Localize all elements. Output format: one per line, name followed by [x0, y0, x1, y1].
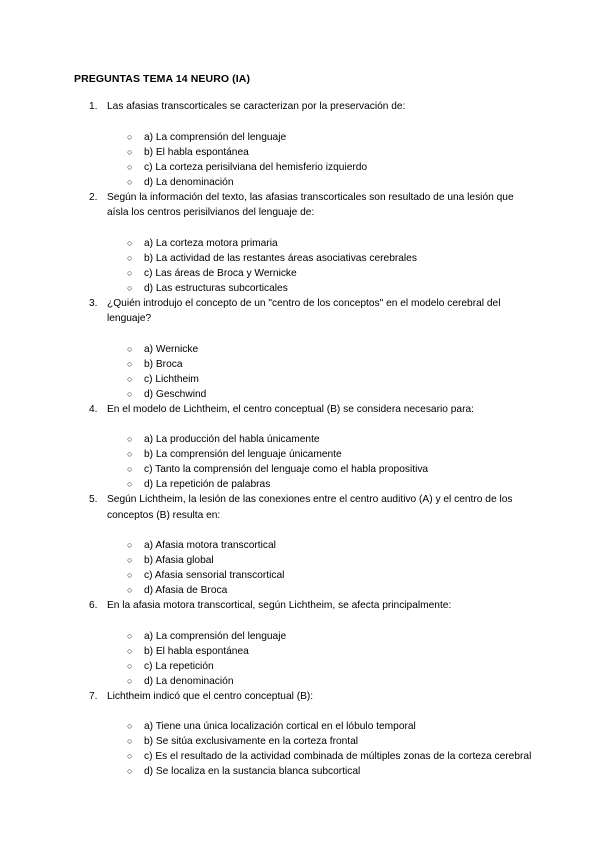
answer-option-text: a) La comprensión del lenguaje — [144, 630, 287, 642]
hollow-circle-bullet-icon: ○ — [127, 237, 133, 248]
hollow-circle-bullet-icon: ○ — [127, 161, 133, 172]
answer-option — [107, 764, 534, 779]
question-text: Según Lichtheim, la lesión de las conexiones entre el centro auditivo (A) y el centro de los conceptos (B) resulta en: — [107, 494, 513, 521]
hollow-circle-bullet-icon: ○ — [127, 131, 133, 142]
hollow-circle-bullet-icon: ○ — [127, 540, 133, 550]
answer-option — [107, 644, 534, 659]
answer-option-text: b) Broca — [144, 358, 183, 370]
hollow-circle-bullet-icon: ○ — [127, 449, 133, 459]
answer-options — [107, 432, 534, 492]
answer-option — [107, 659, 534, 674]
answer-option-text: b) Se sitúa exclusivamente en la corteza frontal — [144, 736, 359, 747]
answer-option-text: a) Tiene una única localización cortical en el lóbulo temporal — [144, 721, 416, 732]
question-text: En el modelo de Lichtheim, el centro conceptual (B) se considera necesario para: — [107, 403, 474, 415]
answer-options — [107, 130, 534, 190]
answer-option-text: c) La corteza perisilviana del hemisferio izquierdo — [144, 161, 368, 173]
answer-options — [107, 538, 534, 598]
answer-option-text: a) La corteza motora primaria — [144, 237, 278, 249]
question-number: 1. — [89, 101, 98, 112]
question-item — [74, 99, 534, 190]
answer-option — [107, 583, 534, 598]
answer-option — [107, 462, 534, 477]
hollow-circle-bullet-icon: ○ — [127, 146, 133, 157]
answer-option-text: c) Tanto la comprensión del lenguaje como el habla propositiva — [144, 464, 429, 475]
question-text: Lichtheim indicó que el centro conceptual (B): — [107, 690, 314, 702]
question-number: 3. — [89, 297, 98, 309]
answer-option-text: c) Es el resultado de la actividad combinada de múltiples zonas de la corteza cerebral — [144, 751, 532, 762]
answer-option — [107, 372, 534, 387]
answer-option — [107, 568, 534, 583]
answer-option-text: a) La comprensión del lenguaje — [144, 131, 287, 143]
answer-option-text: d) Afasia de Broca — [144, 585, 228, 596]
hollow-circle-bullet-icon: ○ — [127, 282, 133, 293]
answer-option-text: a) Wernicke — [144, 343, 199, 355]
answer-option — [107, 342, 534, 357]
question-number: 5. — [89, 494, 98, 505]
hollow-circle-bullet-icon: ○ — [127, 343, 133, 354]
answer-options — [107, 342, 534, 402]
question-item — [74, 689, 534, 780]
answer-option-text: b) Afasia global — [144, 555, 214, 566]
question-item — [74, 402, 534, 493]
answer-option — [107, 387, 534, 402]
answer-option — [107, 749, 534, 764]
question-item — [74, 598, 534, 689]
question-number: 6. — [89, 600, 98, 611]
answer-option — [107, 734, 534, 749]
answer-option — [107, 175, 534, 190]
answer-option — [107, 160, 534, 175]
hollow-circle-bullet-icon: ○ — [127, 766, 133, 776]
hollow-circle-bullet-icon: ○ — [127, 645, 133, 656]
question-item — [74, 296, 534, 402]
question-item — [74, 492, 534, 598]
question-item — [74, 190, 534, 296]
hollow-circle-bullet-icon: ○ — [127, 176, 133, 187]
answer-option-text: b) El habla espontánea — [144, 146, 249, 158]
answer-option — [107, 447, 534, 462]
answer-option-text: c) Lichtheim — [144, 373, 199, 385]
answer-option-text: b) La actividad de las restantes áreas asociativas cerebrales — [144, 252, 417, 264]
answer-option-text: c) Las áreas de Broca y Wernicke — [144, 267, 297, 279]
answer-option — [107, 145, 534, 160]
answer-options — [107, 719, 534, 779]
hollow-circle-bullet-icon: ○ — [127, 358, 133, 369]
answer-option-text: b) El habla espontánea — [144, 645, 249, 657]
answer-option-text: d) Geschwind — [144, 388, 207, 400]
answer-option — [107, 266, 534, 281]
hollow-circle-bullet-icon: ○ — [127, 660, 133, 671]
answer-option-text: d) La denominación — [144, 176, 234, 188]
hollow-circle-bullet-icon: ○ — [127, 570, 133, 580]
hollow-circle-bullet-icon: ○ — [127, 555, 133, 565]
hollow-circle-bullet-icon: ○ — [127, 464, 133, 474]
hollow-circle-bullet-icon: ○ — [127, 736, 133, 746]
answer-option — [107, 432, 534, 447]
answer-option — [107, 553, 534, 568]
hollow-circle-bullet-icon: ○ — [127, 675, 133, 686]
document-title: PREGUNTAS TEMA 14 NEURO (IA) — [74, 73, 251, 85]
answer-option — [107, 629, 534, 644]
question-number: 7. — [89, 690, 98, 702]
answer-option — [107, 674, 534, 689]
question-text: Según la información del texto, las afasias transcorticales son resultado de una lesión que aísla los centros perisilvianos del lenguaje de: — [107, 191, 514, 218]
hollow-circle-bullet-icon: ○ — [127, 585, 133, 595]
hollow-circle-bullet-icon: ○ — [127, 630, 133, 641]
question-text: ¿Quién introdujo el concepto de un "centro de los conceptos" en el modelo cerebral del lenguaje? — [107, 297, 501, 324]
answer-option — [107, 357, 534, 372]
question-text: Las afasias transcorticales se caracterizan por la preservación de: — [107, 101, 406, 112]
question-text: En la afasia motora transcortical, según Lichtheim, se afecta principalmente: — [107, 600, 452, 611]
hollow-circle-bullet-icon: ○ — [127, 721, 133, 731]
question-list — [74, 99, 534, 779]
question-number: 2. — [89, 191, 98, 203]
answer-option-text: a) Afasia motora transcortical — [144, 540, 276, 551]
answer-option-text: b) La comprensión del lenguaje únicamente — [144, 449, 342, 460]
answer-option-text: d) Se localiza en la sustancia blanca subcortical — [144, 766, 361, 777]
answer-option-text: d) La repetición de palabras — [144, 479, 271, 490]
answer-option-text: a) La producción del habla únicamente — [144, 434, 320, 445]
hollow-circle-bullet-icon: ○ — [127, 434, 133, 444]
answer-option — [107, 719, 534, 734]
answer-option-text: d) La denominación — [144, 675, 234, 687]
answer-option — [107, 236, 534, 251]
hollow-circle-bullet-icon: ○ — [127, 751, 133, 761]
answer-option — [107, 130, 534, 145]
answer-options — [107, 236, 534, 296]
answer-option — [107, 251, 534, 266]
hollow-circle-bullet-icon: ○ — [127, 388, 133, 399]
answer-option-text: c) La repetición — [144, 660, 214, 672]
hollow-circle-bullet-icon: ○ — [127, 252, 133, 263]
answer-option — [107, 477, 534, 492]
question-number: 4. — [89, 403, 98, 415]
answer-option — [107, 538, 534, 553]
hollow-circle-bullet-icon: ○ — [127, 373, 133, 384]
hollow-circle-bullet-icon: ○ — [127, 267, 133, 278]
answer-option — [107, 281, 534, 296]
answer-options — [107, 629, 534, 689]
hollow-circle-bullet-icon: ○ — [127, 479, 133, 489]
answer-option-text: d) Las estructuras subcorticales — [144, 282, 288, 294]
answer-option-text: c) Afasia sensorial transcortical — [144, 570, 285, 581]
